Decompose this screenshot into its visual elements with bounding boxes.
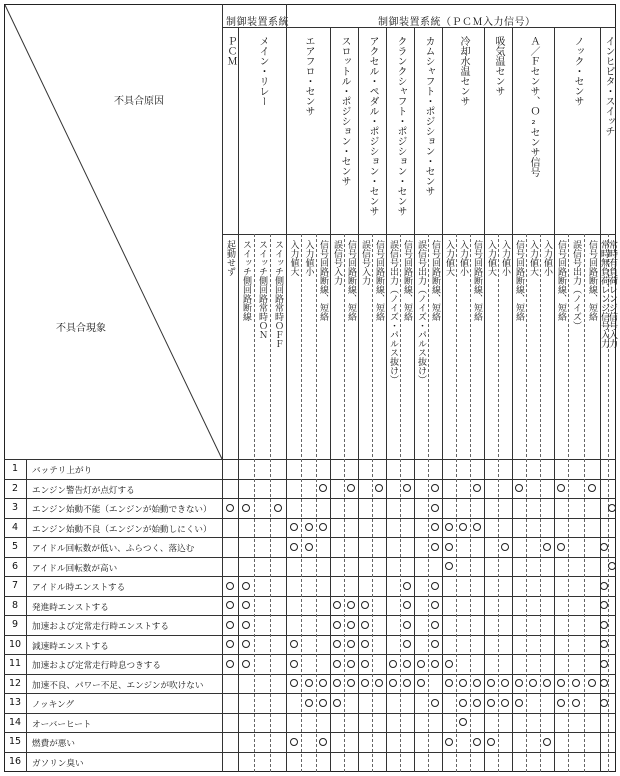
row-symptom-label: 燃費が悪い	[32, 739, 75, 749]
row-number: 10	[8, 638, 22, 650]
circle-mark	[305, 679, 313, 687]
circle-mark	[501, 543, 509, 551]
circle-mark	[431, 621, 439, 629]
grid-hline	[4, 479, 616, 480]
subcondition-25: 信号回路断線、短絡	[587, 240, 597, 321]
circle-mark	[600, 699, 608, 707]
grid-hline	[4, 537, 616, 538]
circle-mark	[459, 699, 467, 707]
circle-mark	[347, 660, 355, 668]
circle-mark	[226, 621, 234, 629]
circle-mark	[600, 660, 608, 668]
subcondition-7: 誤信号入力	[332, 240, 342, 285]
circle-mark	[226, 582, 234, 590]
row-number: 14	[8, 716, 22, 728]
circle-mark	[431, 582, 439, 590]
grid-vline	[26, 459, 27, 772]
subcondition-14: 信号回路断線、短絡	[430, 240, 440, 321]
subcondition-13: 誤信号出力（ノイズ・パルス抜け）	[416, 240, 426, 384]
subcondition-23: 信号回路断線、短絡	[556, 240, 566, 321]
row-symptom-label: 加速不良、パワー不足、エンジンが吹けない	[32, 680, 204, 691]
grid-vline	[358, 27, 359, 772]
circle-mark	[319, 699, 327, 707]
circle-mark	[487, 738, 495, 746]
subcondition-15: 入力値大	[444, 240, 454, 276]
component-11: インヒビタ・スイッチ	[603, 36, 614, 136]
circle-mark	[572, 699, 580, 707]
row-symptom-label: オーバーヒート	[32, 719, 92, 730]
circle-mark	[501, 699, 509, 707]
row-symptom-label: 加速および定常走行時息つきする	[32, 661, 161, 671]
grid-hline	[4, 674, 616, 675]
circle-mark	[333, 699, 341, 707]
circle-mark	[600, 621, 608, 629]
row-number: 12	[8, 677, 22, 689]
circle-mark	[305, 699, 313, 707]
subcondition-17: 信号回路断線、短絡	[472, 240, 482, 321]
grid-vline	[414, 27, 415, 772]
circle-mark	[290, 660, 298, 668]
circle-mark	[305, 523, 313, 531]
subcondition-3: スイッチ側回路常時ＯＦＦ	[273, 240, 283, 348]
grid-vline	[222, 4, 223, 772]
subcondition-22: 入力値小	[542, 240, 552, 276]
grid-vline	[554, 27, 555, 772]
row-number: 13	[8, 697, 22, 708]
subcondition-9: 誤信号入力	[360, 240, 370, 285]
circle-mark	[557, 699, 565, 707]
circle-mark	[431, 504, 439, 512]
grid-dashed-vline	[400, 234, 401, 772]
grid-hline	[222, 234, 616, 235]
circle-mark	[403, 660, 411, 668]
circle-mark	[543, 543, 551, 551]
grid-vline	[330, 27, 331, 772]
circle-mark	[347, 621, 355, 629]
circle-mark	[403, 582, 411, 590]
subcondition-11: 誤信号出力（ノイズ・パルス抜け）	[388, 240, 398, 384]
grid-hline	[4, 693, 616, 694]
circle-mark	[487, 699, 495, 707]
row-number: 7	[11, 580, 19, 591]
row-number: 15	[8, 736, 22, 747]
row-symptom-label: バッテリ上がり	[32, 466, 93, 476]
row-symptom-label: エンジン警告灯が点灯する	[32, 485, 135, 496]
circle-mark	[242, 582, 250, 590]
subcondition-10: 信号回路断線、短絡	[374, 240, 384, 321]
subcondition-27: 常時有負荷レンジ信号入力	[607, 240, 617, 348]
circle-mark	[290, 679, 298, 687]
row-symptom-label: エンジン始動不能（エンジンが始動できない）	[32, 505, 212, 515]
circle-mark	[431, 699, 439, 707]
row-number: 3	[11, 502, 19, 513]
circle-mark	[600, 582, 608, 590]
grid-hline	[222, 27, 616, 28]
grid-hline	[4, 576, 616, 577]
circle-mark	[557, 543, 565, 551]
grid-dashed-vline	[568, 234, 569, 772]
circle-mark	[333, 660, 341, 668]
circle-mark	[417, 660, 425, 668]
grid-hline	[4, 713, 616, 714]
component-9: Ａ／Ｆセンサ、Ｏ₂センサ信号	[528, 36, 539, 177]
circle-mark	[515, 699, 523, 707]
subcondition-5: 入力値小	[303, 240, 314, 276]
circle-mark	[290, 523, 298, 531]
grid-dashed-vline	[584, 234, 585, 772]
circle-mark	[290, 738, 298, 746]
grid-dashed-vline	[316, 234, 317, 772]
row-number: 16	[8, 755, 22, 767]
subcondition-12: 信号回路断線、短絡	[402, 240, 412, 321]
component-10: ノック・センサ	[572, 36, 583, 106]
subcondition-18: 入力値大	[486, 240, 496, 276]
circle-mark	[333, 621, 341, 629]
subcondition-24: 誤信号出力（ノイズ）	[571, 240, 581, 330]
grid-hline	[4, 459, 616, 460]
grid-hline	[4, 752, 616, 753]
circle-mark	[403, 621, 411, 629]
row-symptom-label: アイドル回転数が低い、ふらつく、落込む	[32, 544, 195, 554]
circle-mark	[361, 621, 369, 629]
row-symptom-label: ガソリン臭い	[32, 758, 84, 769]
group-control-system: 制御装置系統	[226, 17, 289, 28]
grid-hline	[4, 557, 616, 558]
row-symptom-label: 発進時エンストする	[32, 602, 109, 613]
row-number: 11	[8, 658, 22, 669]
grid-hline	[4, 732, 616, 733]
row-number: 2	[11, 482, 19, 494]
grid-vline	[442, 27, 443, 772]
circle-mark	[242, 504, 250, 512]
component-4: アクセル・ペダル・ポジション・センサ	[367, 36, 378, 216]
subcondition-2: スイッチ側回路常時ＯＮ	[257, 240, 267, 339]
grid-hline	[4, 518, 616, 519]
circle-mark	[226, 660, 234, 668]
row-number: 4	[11, 521, 19, 533]
circle-mark	[290, 640, 298, 648]
grid-dashed-vline	[456, 234, 457, 772]
subcondition-6: 信号回路断線、短絡	[318, 240, 328, 321]
grid-vline	[238, 27, 239, 772]
row-symptom-label: エンジン始動不良（エンジンが始動しにくい）	[32, 524, 212, 535]
component-6: カムシャフト・ポジション・センサ	[423, 36, 434, 196]
circle-mark	[226, 504, 234, 512]
grid-hline	[4, 635, 616, 636]
grid-dashed-vline	[301, 234, 302, 772]
grid-dashed-vline	[470, 234, 471, 772]
component-1: メイン・リレー	[257, 36, 268, 106]
grid-vline	[484, 27, 485, 772]
component-2: エアフロ・センサ	[303, 36, 314, 116]
circle-mark	[361, 660, 369, 668]
circle-mark	[274, 504, 282, 512]
subcondition-1: スイッチ側回路断線	[241, 240, 251, 321]
circle-mark	[473, 738, 481, 746]
corner-label-symptoms: 不具合現象	[56, 323, 106, 334]
grid-dashed-vline	[254, 234, 255, 772]
circle-mark	[290, 543, 298, 551]
grid-vline	[286, 4, 287, 772]
circle-mark	[242, 621, 250, 629]
grid-hline	[4, 654, 616, 655]
subcondition-21: 入力値大	[528, 240, 538, 276]
component-8: 吸気温センサ	[493, 36, 504, 96]
component-7: 冷却水温センサ	[458, 36, 469, 106]
row-number: 5	[11, 541, 19, 552]
row-number: 9	[11, 619, 19, 630]
circle-mark	[319, 738, 327, 746]
circle-mark	[608, 504, 616, 512]
row-number: 1	[11, 463, 19, 474]
corner-label-causes: 不具合原因	[114, 96, 164, 107]
row-symptom-label: ノッキング	[32, 700, 75, 710]
subcondition-16: 入力値小	[458, 240, 468, 276]
grid-dashed-vline	[498, 234, 499, 772]
grid-dashed-vline	[372, 234, 373, 772]
component-5: クランクシャフト・ポジション・センサ	[395, 36, 406, 216]
grid-dashed-vline	[344, 234, 345, 772]
component-0: ＰＣＭ	[225, 36, 236, 66]
subcondition-4: 入力値大	[288, 240, 299, 276]
group-pcm-input-signal: 制御装置系統（ＰＣＭ入力信号）	[378, 17, 536, 28]
row-symptom-label: 加速および定常走行時エンストする	[32, 622, 169, 632]
circle-mark	[242, 660, 250, 668]
subcondition-19: 入力値小	[500, 240, 510, 276]
subcondition-8: 信号回路断線、短絡	[346, 240, 356, 321]
row-symptom-label: アイドル回転数が高い	[32, 563, 118, 574]
circle-mark	[431, 543, 439, 551]
subcondition-20: 信号回路断線、短絡	[514, 240, 524, 321]
component-3: スロットル・ポジション・センサ	[339, 36, 350, 186]
circle-mark	[445, 543, 453, 551]
grid-hline	[4, 596, 616, 597]
circle-mark	[431, 660, 439, 668]
row-number: 6	[11, 560, 19, 572]
grid-dashed-vline	[428, 234, 429, 772]
subcondition-0: 起動せず	[225, 240, 235, 276]
circle-mark	[473, 699, 481, 707]
circle-mark	[600, 543, 608, 551]
grid-dashed-vline	[526, 234, 527, 772]
subcondition-26: 常時無負荷レンジ信号入力	[599, 240, 609, 348]
grid-hline	[4, 615, 616, 616]
grid-vline	[386, 27, 387, 772]
row-symptom-label: アイドル時エンストする	[32, 583, 126, 593]
circle-mark	[445, 738, 453, 746]
grid-dashed-vline	[540, 234, 541, 772]
row-symptom-label: 減速時エンストする	[32, 641, 109, 652]
row-number: 8	[11, 599, 19, 611]
circle-mark	[389, 660, 397, 668]
circle-mark	[445, 660, 453, 668]
grid-hline	[4, 498, 616, 499]
circle-mark	[543, 738, 551, 746]
grid-vline	[512, 27, 513, 772]
grid-dashed-vline	[270, 234, 271, 772]
circle-mark	[305, 543, 313, 551]
